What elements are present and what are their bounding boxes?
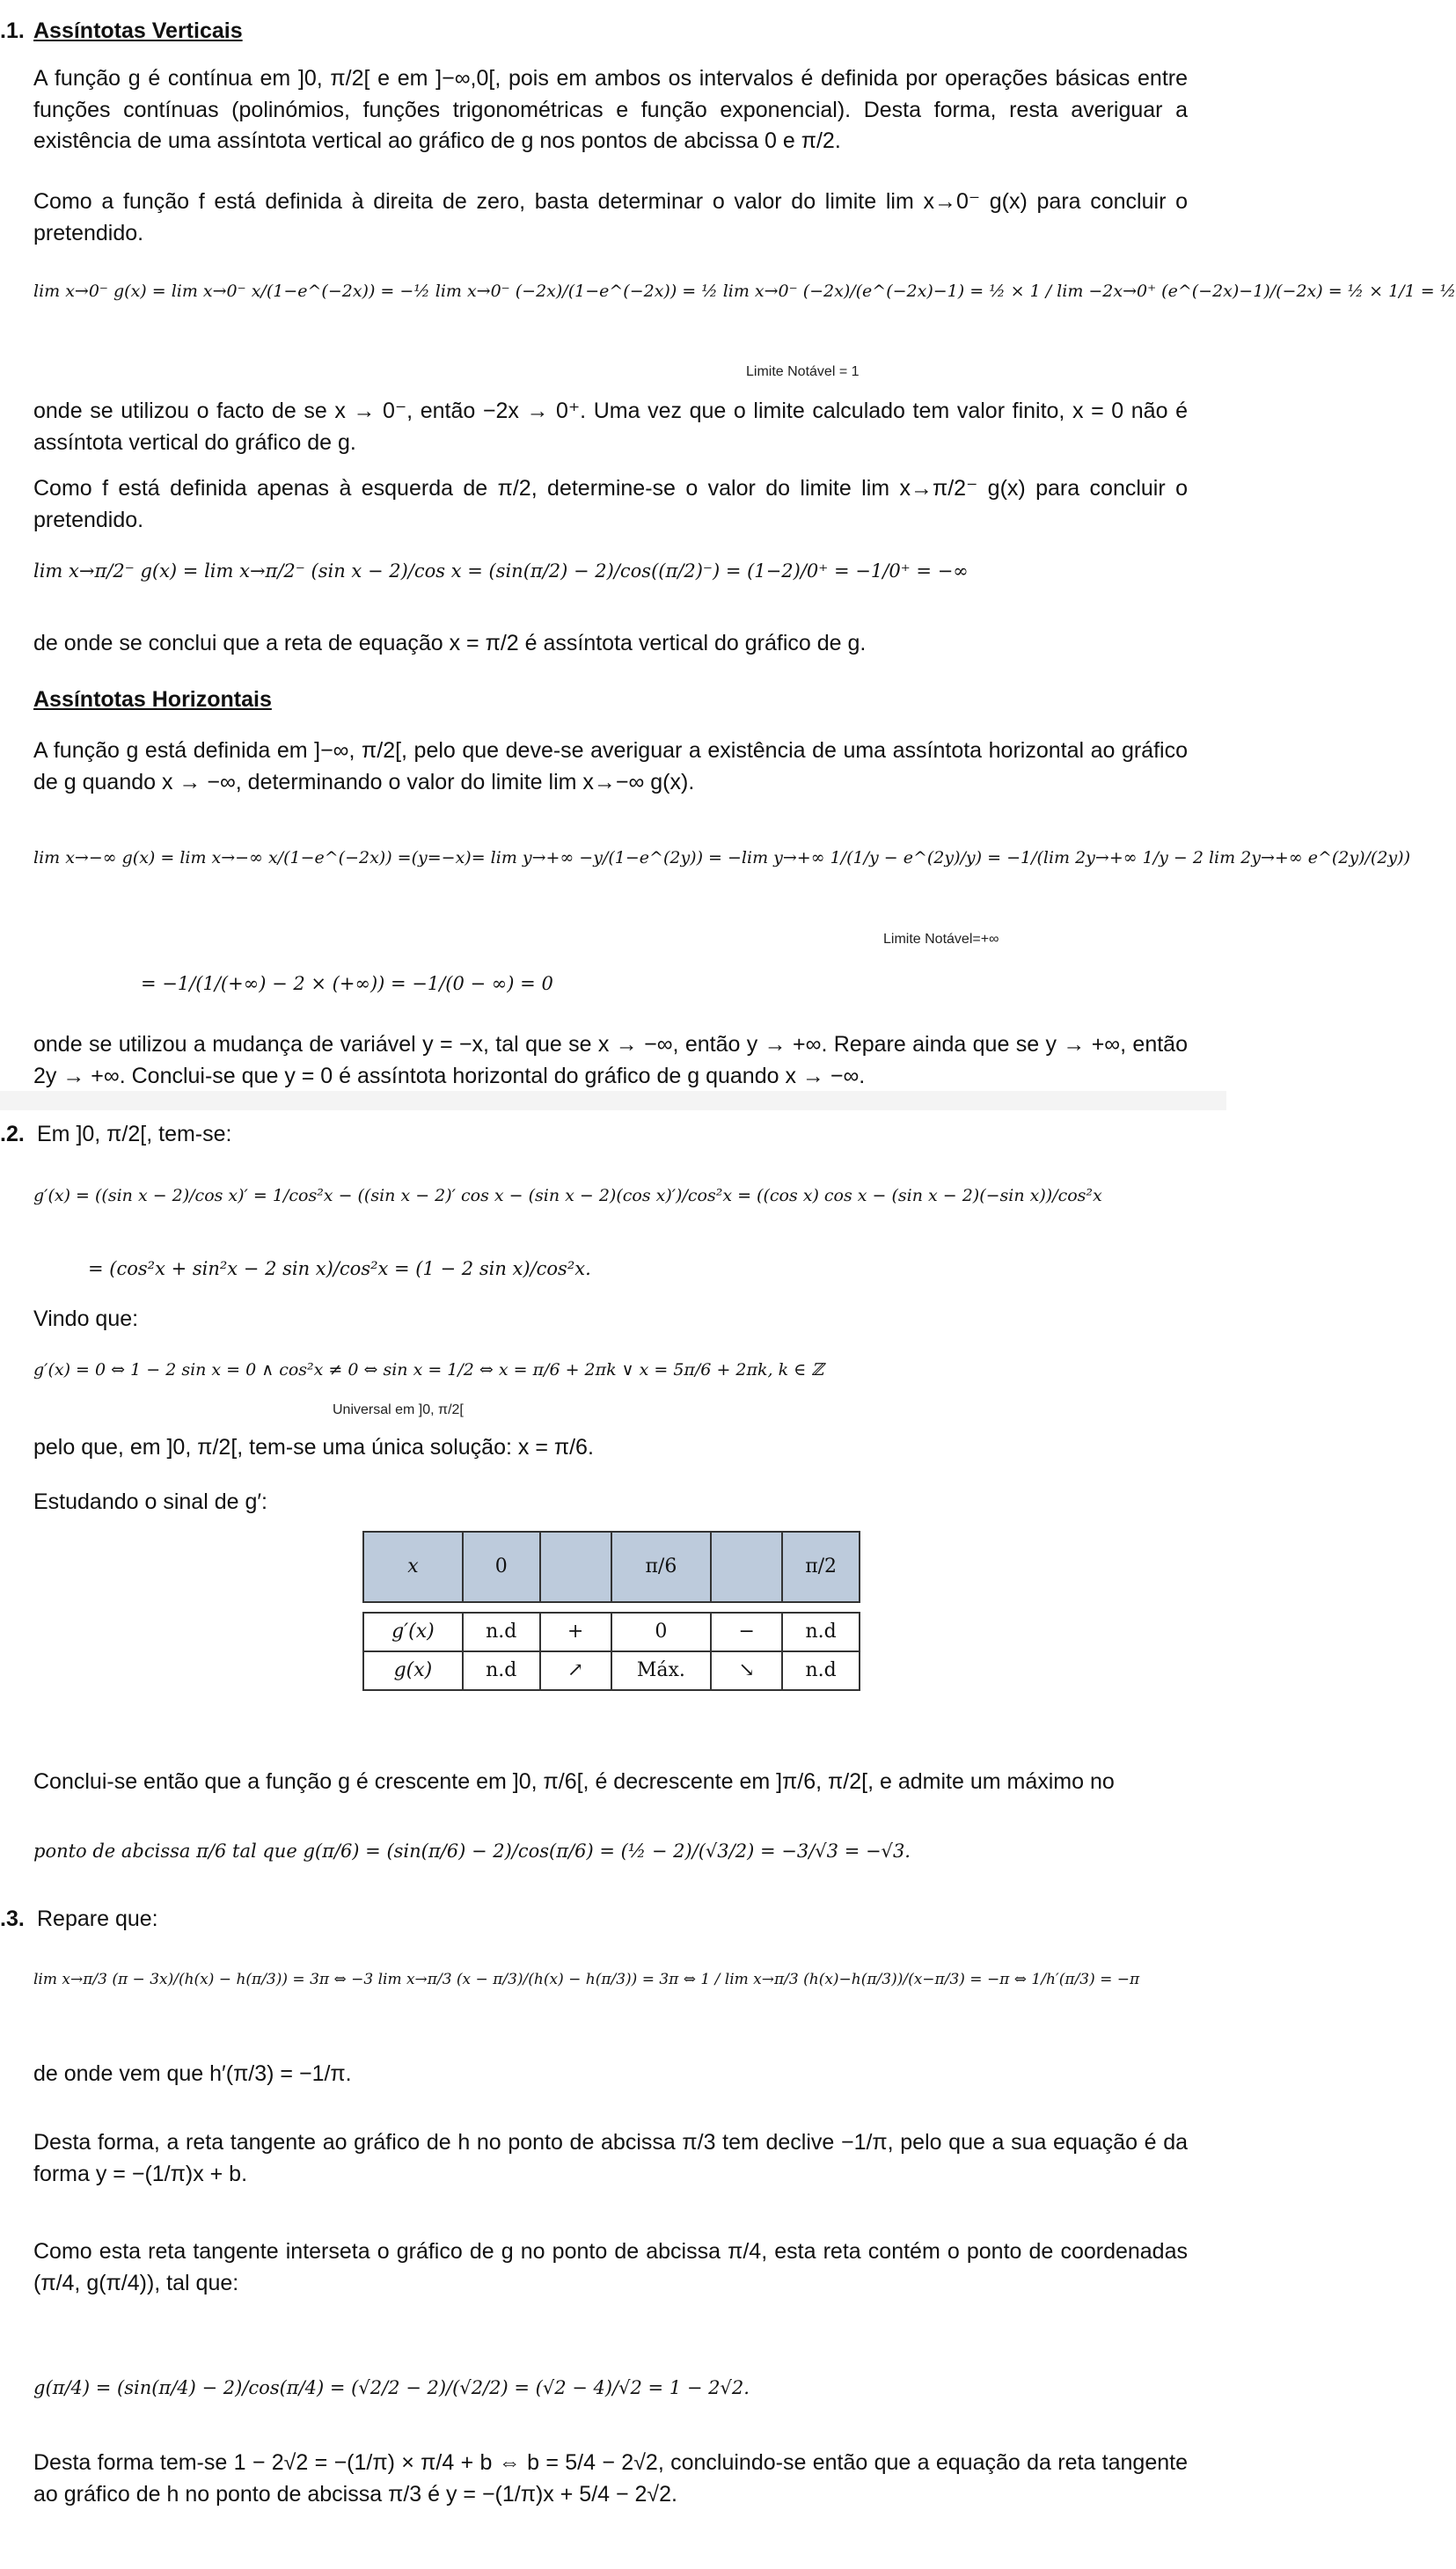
paragraph: Como a função f está definida à direita de zero, basta determinar o valor do limite lim x→0⁻ g(x) para concluir o pretendido. <box>33 189 1188 245</box>
table-header-cell: π/6 <box>611 1532 711 1602</box>
table-cell: n.d <box>463 1613 540 1651</box>
table-cell: ↘ <box>711 1651 782 1690</box>
heading-vertical-asymptotes: Assíntotas Verticais <box>33 18 243 43</box>
table-header-cell: x <box>363 1532 463 1602</box>
equation-note: Limite Notável=+∞ <box>883 932 999 947</box>
equation-note: Universal em ]0, π/2[ <box>333 1402 464 1417</box>
table-cell: + <box>540 1613 611 1651</box>
table-header-row <box>363 1532 860 1602</box>
equation: lim x→π/2⁻ g(x) = lim x→π/2⁻ (sin x − 2)/cos x = (sin(π/2) − 2)/cos((π/2)⁻) = (1−2)/0⁺ = −1/0⁺ = −∞ <box>33 560 969 582</box>
equation: g(π/4) = (sin(π/4) − 2)/cos(π/4) = (√2/2 − 2)/(√2/2) = (√2 − 4)/√2 = 1 − 2√2. <box>33 2377 750 2398</box>
table-cell: − <box>711 1613 782 1651</box>
table-cell: 0 <box>611 1613 711 1651</box>
equation: lim x→π/3 (π − 3x)/(h(x) − h(π/3)) = 3π ⇔ −3 lim x→π/3 (x − π/3)/(h(x) − h(π/3)) = 3π ⇔ 1 / lim x→π/3 (h(x)−h(π/3))/(x−π/3) = −π ⇔ 1/h′(π/3) = −π <box>33 1971 1140 1988</box>
paragraph: A função g é contínua em ]0, π/2[ e em ]−∞,0[, pois em ambos os intervalos é definida por operações básicas entre funções contínuas (polinómios, funções trigonométricas e função exponencial). Desta forma, resta averiguar a existência de uma assíntota vertical ao gráfico de g nos pontos de abcissa 0 e π/2. <box>33 66 1188 153</box>
table-cell: ↗ <box>540 1651 611 1690</box>
section-divider <box>0 1091 1226 1110</box>
paragraph: Vindo que: <box>33 1306 139 1331</box>
paragraph: de onde vem que h′(π/3) = −1/π. <box>33 2061 352 2086</box>
paragraph: Desta forma tem-se 1 − 2√2 = −(1/π) × π/4 + b ⇔ b = 5/4 − 2√2, concluindo-se então que a equação da reta tangente ao gráfico de h no ponto de abcissa π/3 é y = −(1/π)x + 5/4 − 2√2. <box>33 2450 1188 2507</box>
paragraph: Como f está definida apenas à esquerda de π/2, determine-se o valor do limite lim x→π/2⁻ g(x) para concluir o pretendido. <box>33 476 1188 532</box>
equation: = (cos²x + sin²x − 2 sin x)/cos²x = (1 − 2 sin x)/cos²x. <box>88 1258 591 1279</box>
equation-note: Limite Notável = 1 <box>746 364 860 379</box>
equation: = −1/(1/(+∞) − 2 × (+∞)) = −1/(0 − ∞) = 0 <box>141 973 553 994</box>
table-spacer <box>363 1602 860 1613</box>
equation: g′(x) = 0 ⇔ 1 − 2 sin x = 0 ∧ cos²x ≠ 0 ⇔ sin x = 1/2 ⇔ x = π/6 + 2πk ∨ x = 5π/6 + 2πk, k ∈ ℤ <box>33 1360 824 1380</box>
table-cell: g(x) <box>363 1651 463 1690</box>
paragraph: Desta forma, a reta tangente ao gráfico de h no ponto de abcissa π/3 tem declive −1/π, pelo que a sua equação é da forma y = −(1/π)x + b. <box>33 2130 1188 2186</box>
table-row <box>363 1613 860 1651</box>
heading-horizontal-asymptotes: Assíntotas Horizontais <box>33 687 272 712</box>
paragraph: Em ]0, π/2[, tem-se: <box>37 1122 232 1146</box>
paragraph: A função g está definida em ]−∞, π/2[, pelo que deve-se averiguar a existência de uma assíntota horizontal ao gráfico de g quando x → −∞, determinando o valor do limite lim x→−∞ g(x). <box>33 738 1188 794</box>
equation: lim x→0⁻ g(x) = lim x→0⁻ x/(1−e^(−2x)) = −½ lim x→0⁻ (−2x)/(1−e^(−2x)) = ½ lim x→0⁻ (−2x)/(e^(−2x)−1) = ½ × 1 / lim −2x→0⁺ (e^(−2x)−1)/(−2x) = ½ × 1/1 = ½ <box>33 282 1456 301</box>
table-cell: n.d <box>782 1651 860 1690</box>
table-cell: Máx. <box>611 1651 711 1690</box>
table-header-cell: π/2 <box>782 1532 860 1602</box>
paragraph: pelo que, em ]0, π/2[, tem-se uma única solução: x = π/6. <box>33 1435 594 1460</box>
sign-table <box>362 1531 860 1691</box>
section-number: .1. <box>0 18 25 43</box>
paragraph: Repare que: <box>37 1907 158 1931</box>
paragraph: Estudando o sinal de g′: <box>33 1489 267 1514</box>
table-header-cell: 0 <box>463 1532 540 1602</box>
table-cell: n.d <box>782 1613 860 1651</box>
table-header-cell <box>711 1532 782 1602</box>
equation: ponto de abcissa π/6 tal que g(π/6) = (sin(π/6) − 2)/cos(π/6) = (½ − 2)/(√3/2) = −3/√3 = −√3. <box>33 1841 911 1862</box>
section-number: .2. <box>0 1122 25 1146</box>
paragraph: onde se utilizou a mudança de variável y = −x, tal que se x → −∞, então y → +∞. Repare ainda que se y → +∞, então 2y → +∞. Conclui-se que y = 0 é assíntota horizontal do gráfico de g quando x → −∞. <box>33 1032 1188 1088</box>
paragraph: de onde se conclui que a reta de equação x = π/2 é assíntota vertical do gráfico de g. <box>33 631 867 655</box>
table-cell: n.d <box>463 1651 540 1690</box>
equation: g′(x) = ((sin x − 2)/cos x)′ = 1/cos²x − ((sin x − 2)′ cos x − (sin x − 2)(cos x)′)/cos²x = ((cos x) cos x − (sin x − 2)(−sin x))/cos²x <box>33 1186 1102 1205</box>
paragraph: onde se utilizou o facto de se x → 0⁻, então −2x → 0⁺. Uma vez que o limite calculado tem valor finito, x = 0 não é assíntota vertical do gráfico de g. <box>33 399 1188 455</box>
equation: lim x→−∞ g(x) = lim x→−∞ x/(1−e^(−2x)) =(y=−x)= lim y→+∞ −y/(1−e^(2y)) = −lim y→+∞ 1/(1/y − e^(2y)/y) = −1/(lim 2y→+∞ 1/y − 2 lim 2y→+∞ e^(2y)/(2y)) <box>33 848 1410 867</box>
table-header-cell <box>540 1532 611 1602</box>
paragraph: Conclui-se então que a função g é crescente em ]0, π/6[, é decrescente em ]π/6, π/2[, e admite um máximo no <box>33 1769 1115 1794</box>
table-cell: g′(x) <box>363 1613 463 1651</box>
paragraph: Como esta reta tangente interseta o gráfico de g no ponto de abcissa π/4, esta reta contém o ponto de coordenadas (π/4, g(π/4)), tal que: <box>33 2239 1188 2295</box>
table-row <box>363 1651 860 1690</box>
section-number: .3. <box>0 1907 25 1931</box>
